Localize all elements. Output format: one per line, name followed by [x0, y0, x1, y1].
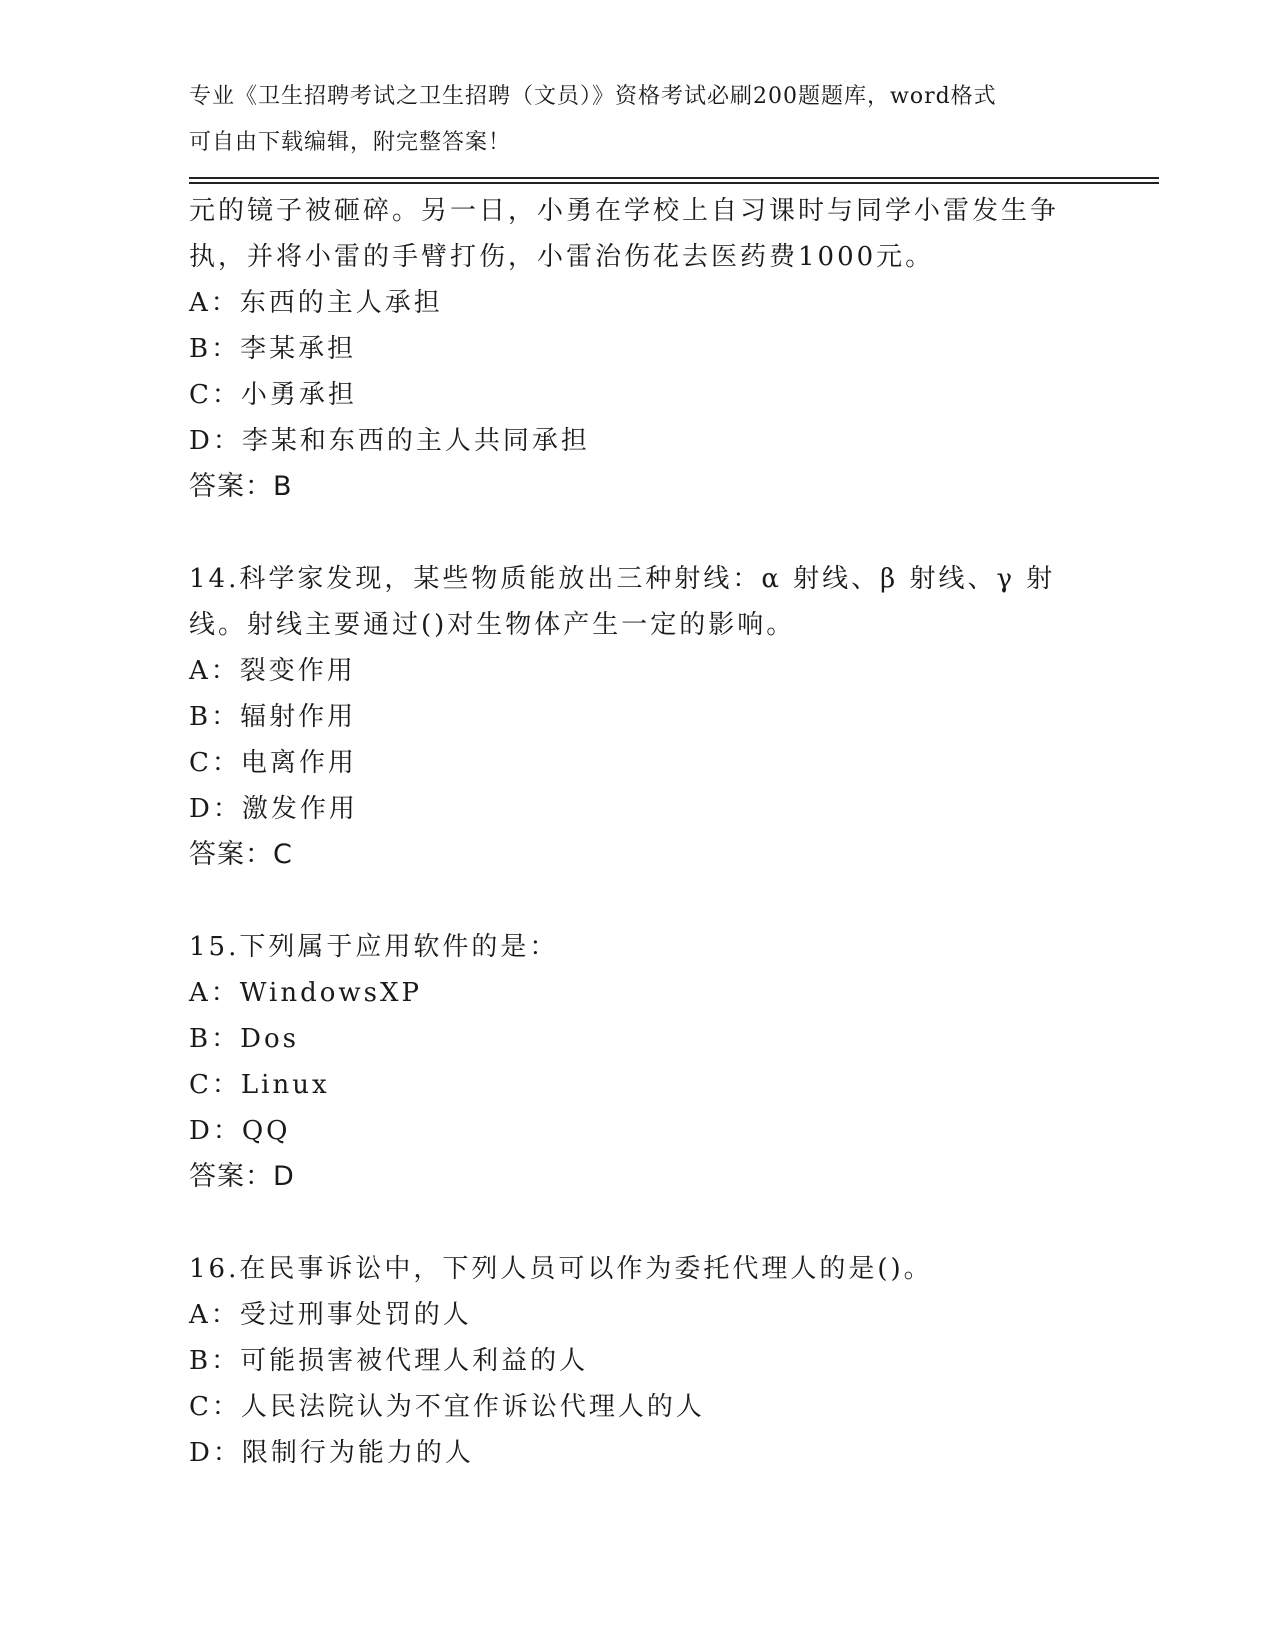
question-stem-line: 执，并将小雷的手臂打伤，小雷治伤花去医药费1000元。 — [189, 242, 935, 272]
option-d: D：李某和东西的主人共同承担 — [189, 426, 590, 456]
option-c: C：电离作用 — [189, 748, 357, 778]
question-stem-line: 14.科学家发现，某些物质能放出三种射线：α 射线、β 射线、γ 射 — [189, 564, 1056, 594]
question-15 — [189, 924, 1089, 1200]
option-b: B：辐射作用 — [189, 702, 357, 732]
option-b: B：Dos — [189, 1024, 299, 1054]
question-list — [189, 188, 1089, 1476]
question-stem-line: 15.下列属于应用软件的是： — [189, 932, 559, 962]
answer: 答案：C — [189, 839, 293, 870]
option-b: B：可能损害被代理人利益的人 — [189, 1346, 589, 1376]
option-a: A：受过刑事处罚的人 — [189, 1300, 472, 1330]
header-divider-top — [189, 177, 1159, 179]
spacer — [189, 510, 1089, 556]
page-header — [189, 74, 1089, 166]
answer: 答案：B — [189, 471, 293, 502]
option-c: C：Linux — [189, 1070, 330, 1100]
header-line-1: 专业《卫生招聘考试之卫生招聘（文员）》资格考试必刷200题题库，word格式 — [189, 84, 997, 109]
option-d: D：限制行为能力的人 — [189, 1438, 474, 1468]
option-d: D：激发作用 — [189, 794, 358, 824]
option-a: A：东西的主人承担 — [189, 288, 443, 318]
question-13-continued — [189, 188, 1089, 510]
option-a: A：裂变作用 — [189, 656, 356, 686]
spacer — [189, 1200, 1089, 1246]
option-c: C：人民法院认为不宜作诉讼代理人的人 — [189, 1392, 705, 1422]
question-stem-line: 线。射线主要通过()对生物体产生一定的影响。 — [189, 610, 796, 640]
option-c: C：小勇承担 — [189, 380, 357, 410]
option-d: D：QQ — [189, 1116, 291, 1146]
header-line-2: 可自由下载编辑，附完整答案！ — [189, 130, 512, 155]
option-a: A：WindowsXP — [189, 978, 423, 1008]
header-divider-bottom — [189, 182, 1159, 184]
spacer — [189, 878, 1089, 924]
answer: 答案：D — [189, 1161, 295, 1192]
question-stem-line: 元的镜子被砸碎。另一日，小勇在学校上自习课时与同学小雷发生争 — [189, 196, 1060, 226]
question-14 — [189, 556, 1089, 878]
option-b: B：李某承担 — [189, 334, 357, 364]
question-16 — [189, 1246, 1089, 1476]
question-stem-line: 16.在民事诉讼中，下列人员可以作为委托代理人的是()。 — [189, 1254, 933, 1284]
